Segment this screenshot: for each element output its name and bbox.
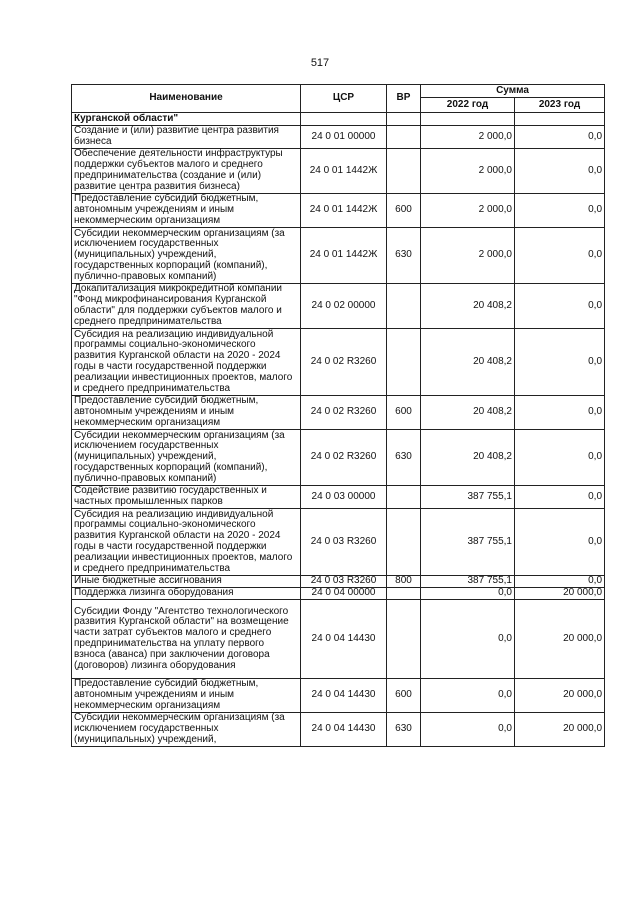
row-name: Субсидии некоммерческим организациям (за исключением государственных (муниципальных) учреждений, государственных корпораций (компаний), публично-правовых компаний) [72,228,301,284]
row-amount-2022: 387 755,1 [421,576,515,588]
row-amount-2022: 20 408,2 [421,284,515,329]
table-row [72,576,605,588]
row-csr-code: 24 0 01 1442Ж [301,194,387,228]
row-vr-code [387,600,421,679]
header-name: Наименование [72,85,301,113]
row-amount-2022: 0,0 [421,713,515,747]
row-amount-2022: 0,0 [421,588,515,600]
row-name: Предоставление субсидий бюджетным, автономным учреждениям и иным некоммерческим организациям [72,679,301,713]
table-row [72,713,605,747]
row-amount-2023: 0,0 [515,396,605,430]
row-amount-2022: 2 000,0 [421,149,515,194]
row-amount-2023: 20 000,0 [515,600,605,679]
row-csr-code: 24 0 04 14430 [301,679,387,713]
row-vr-code [387,113,421,126]
row-name: Субсидии Фонду "Агентство технологического развития Курганской области" на возмещение части затрат субъектов малого и среднего предпринимательства на уплату первого взноса (аванса) при заключении договора (договоров) лизинга оборудования [72,600,301,679]
row-amount-2022: 2 000,0 [421,126,515,149]
row-csr-code: 24 0 03 00000 [301,486,387,509]
row-vr-code: 600 [387,396,421,430]
table-row [72,228,605,284]
table-row [72,113,605,126]
row-amount-2023: 0,0 [515,284,605,329]
table-row [72,284,605,329]
row-vr-code: 630 [387,713,421,747]
row-csr-code: 24 0 02 R3260 [301,430,387,486]
row-csr-code: 24 0 01 00000 [301,126,387,149]
row-amount-2022: 0,0 [421,679,515,713]
row-csr-code: 24 0 04 14430 [301,713,387,747]
row-name: Поддержка лизинга оборудования [72,588,301,600]
row-amount-2022: 2 000,0 [421,194,515,228]
row-name: Содействие развитию государственных и частных промышленных парков [72,486,301,509]
row-csr-code: 24 0 01 1442Ж [301,228,387,284]
row-csr-code [301,113,387,126]
row-amount-2023: 0,0 [515,126,605,149]
row-amount-2023: 0,0 [515,329,605,396]
row-vr-code: 600 [387,194,421,228]
row-csr-code: 24 0 04 00000 [301,588,387,600]
row-vr-code: 630 [387,430,421,486]
table-row [72,329,605,396]
row-amount-2023: 0,0 [515,486,605,509]
header-csr: ЦСР [301,85,387,113]
row-amount-2023: 20 000,0 [515,679,605,713]
row-vr-code: 600 [387,679,421,713]
table-row [72,509,605,576]
row-amount-2023: 0,0 [515,430,605,486]
row-amount-2022: 387 755,1 [421,486,515,509]
row-amount-2023: 0,0 [515,228,605,284]
row-vr-code: 800 [387,576,421,588]
header-year-2022: 2022 год [421,98,515,113]
row-name: Докапитализация микрокредитной компании "Фонд микрофинансирования Курганской области" для поддержки субъектов малого и среднего предпринимательства [72,284,301,329]
row-csr-code: 24 0 02 R3260 [301,396,387,430]
row-name: Субсидия на реализацию индивидуальной программы социально-экономического развития Курганской области на 2020 - 2024 годы в части государственной поддержки реализации инвестиционных проектов, малого и среднего предпринимательства [72,329,301,396]
table-row [72,430,605,486]
page-number: 517 [310,57,330,69]
row-amount-2023 [515,113,605,126]
row-vr-code [387,284,421,329]
table-row [72,126,605,149]
row-vr-code: 630 [387,228,421,284]
row-amount-2022: 20 408,2 [421,329,515,396]
row-name: Курганской области" [72,113,301,126]
row-name: Субсидии некоммерческим организациям (за исключением государственных (муниципальных) учреждений, [72,713,301,747]
row-amount-2023: 0,0 [515,194,605,228]
row-vr-code [387,588,421,600]
header-vr: ВР [387,85,421,113]
row-csr-code: 24 0 02 R3260 [301,329,387,396]
row-amount-2023: 0,0 [515,149,605,194]
row-vr-code [387,126,421,149]
row-name: Создание и (или) развитие центра развития бизнеса [72,126,301,149]
row-name: Иные бюджетные ассигнования [72,576,301,588]
row-csr-code: 24 0 01 1442Ж [301,149,387,194]
row-name: Обеспечение деятельности инфраструктуры поддержки субъектов малого и среднего предпринимательства (создание и (или) развитие центра развития бизнеса) [72,149,301,194]
table-body [72,113,605,747]
row-amount-2022: 2 000,0 [421,228,515,284]
row-csr-code: 24 0 02 00000 [301,284,387,329]
row-csr-code: 24 0 03 R3260 [301,576,387,588]
row-vr-code [387,149,421,194]
row-amount-2023: 0,0 [515,576,605,588]
budget-table [71,84,605,747]
row-amount-2022: 20 408,2 [421,430,515,486]
row-amount-2022: 20 408,2 [421,396,515,430]
row-name: Предоставление субсидий бюджетным, автономным учреждениям и иным некоммерческим организациям [72,396,301,430]
table-row [72,600,605,679]
row-vr-code [387,486,421,509]
row-name: Субсидия на реализацию индивидуальной программы социально-экономического развития Курганской области на 2020 - 2024 годы в части государственной поддержки реализации инвестиционных проектов, малого и среднего предпринимательства [72,509,301,576]
row-vr-code [387,329,421,396]
row-csr-code: 24 0 04 14430 [301,600,387,679]
row-name: Предоставление субсидий бюджетным, автономным учреждениям и иным некоммерческим организациям [72,194,301,228]
row-vr-code [387,509,421,576]
row-amount-2023: 20 000,0 [515,588,605,600]
row-amount-2022 [421,113,515,126]
header-sum: Сумма [421,85,605,98]
table-row [72,149,605,194]
table-row [72,486,605,509]
table-row [72,396,605,430]
row-csr-code: 24 0 03 R3260 [301,509,387,576]
row-amount-2022: 387 755,1 [421,509,515,576]
row-amount-2023: 0,0 [515,509,605,576]
table-row [72,679,605,713]
table-row [72,588,605,600]
row-name: Субсидии некоммерческим организациям (за исключением государственных (муниципальных) учреждений, государственных корпораций (компаний), публично-правовых компаний) [72,430,301,486]
row-amount-2022: 0,0 [421,600,515,679]
table-row [72,194,605,228]
header-year-2023: 2023 год [515,98,605,113]
row-amount-2023: 20 000,0 [515,713,605,747]
